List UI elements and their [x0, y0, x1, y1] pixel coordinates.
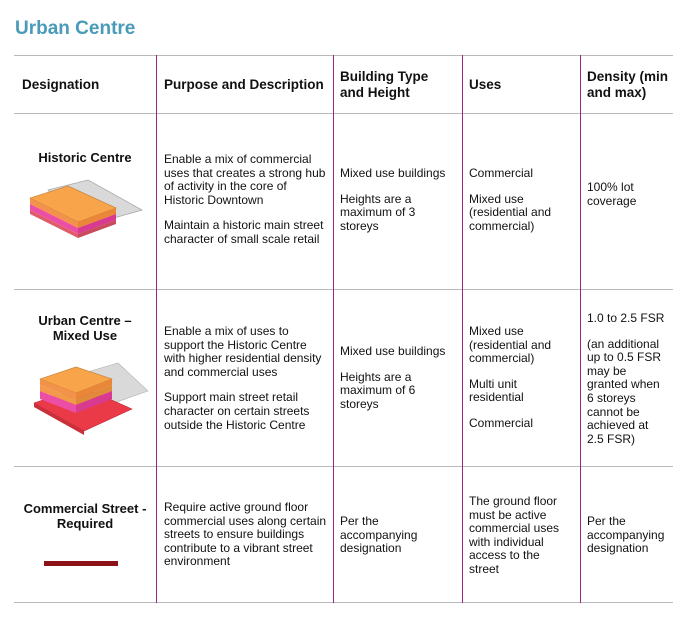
table-top-rule [14, 55, 673, 56]
purpose-paragraph: Require active ground floor commercial uses along certain streets to ensure buildings contribute to a vibrant street environment [164, 500, 327, 569]
density-commercial-street [587, 515, 673, 556]
uses-commercial-street [469, 495, 577, 577]
column-rule [462, 55, 463, 603]
purpose-urban-centre-mixed-use [164, 325, 330, 432]
uses-paragraph: Mixed use (residential and commercial) [469, 324, 552, 366]
historic-centre-building-icon [26, 178, 144, 246]
uses-historic-centre [469, 167, 577, 233]
row-rule [14, 289, 673, 290]
density-paragraph: Per the accompanying designation [587, 514, 665, 556]
purpose-commercial-street [164, 501, 330, 569]
purpose-paragraph: Enable a mix of uses to support the Historic Centre with higher residential density and commercial uses [164, 324, 322, 379]
column-rule [333, 55, 334, 603]
designation-urban-centre-mixed-use: Urban Centre – Mixed Use [38, 313, 132, 343]
header-uses: Uses [469, 77, 502, 92]
building-paragraph: Heights are a maximum of 3 storeys [340, 191, 416, 233]
row-rule [14, 466, 673, 467]
density-paragraph: 1.0 to 2.5 FSR [587, 311, 665, 325]
density-paragraph: 100% lot coverage [587, 180, 637, 208]
density-paragraph: (an additional up to 0.5 FSR may be granted when 6 storeys cannot be achieved at 2.5 FSR) [587, 336, 662, 446]
building-paragraph: Mixed use buildings [340, 166, 446, 180]
designation-table [14, 55, 673, 603]
uses-paragraph: Multi unit residential [469, 376, 524, 405]
page-title: Urban Centre [15, 18, 136, 39]
header-density: Density (min and max) [587, 69, 669, 100]
header-designation: Designation [22, 77, 100, 92]
purpose-paragraph: Maintain a historic main street character of small scale retail [164, 218, 324, 246]
designation-historic-centre: Historic Centre [38, 150, 132, 165]
uses-paragraph: Commercial [469, 415, 534, 430]
building-paragraph: Mixed use buildings [340, 344, 446, 358]
building-urban-centre-mixed-use [340, 345, 458, 411]
building-paragraph: Per the accompanying designation [340, 514, 418, 556]
purpose-paragraph: Enable a mix of commercial uses that creates a strong hub of activity in the core of Historic Downtown [164, 152, 326, 207]
building-historic-centre [340, 167, 458, 233]
purpose-historic-centre [164, 153, 330, 247]
mixed-use-building-icon [32, 353, 150, 435]
density-urban-centre-mixed-use [587, 312, 673, 446]
column-rule [156, 55, 157, 603]
column-rule [580, 55, 581, 603]
header-rule [14, 113, 673, 114]
building-commercial-street [340, 515, 458, 556]
designation-commercial-street: Commercial Street - Required [23, 501, 147, 531]
building-paragraph: Heights are a maximum of 6 storeys [340, 369, 416, 411]
uses-paragraph: The ground floor must be active commercial uses with individual access to the street [469, 494, 560, 576]
table-bottom-rule [14, 602, 673, 603]
uses-paragraph: Mixed use (residential and commercial) [469, 191, 552, 233]
header-purpose: Purpose and Description [164, 77, 324, 92]
uses-urban-centre-mixed-use [469, 325, 577, 431]
purpose-paragraph: Support main street retail character on certain streets outside the Historic Centre [164, 390, 310, 432]
header-building-type: Building Type and Height [340, 69, 429, 100]
commercial-street-line-icon [44, 561, 118, 566]
density-historic-centre [587, 181, 673, 208]
uses-paragraph: Commercial [469, 166, 534, 180]
